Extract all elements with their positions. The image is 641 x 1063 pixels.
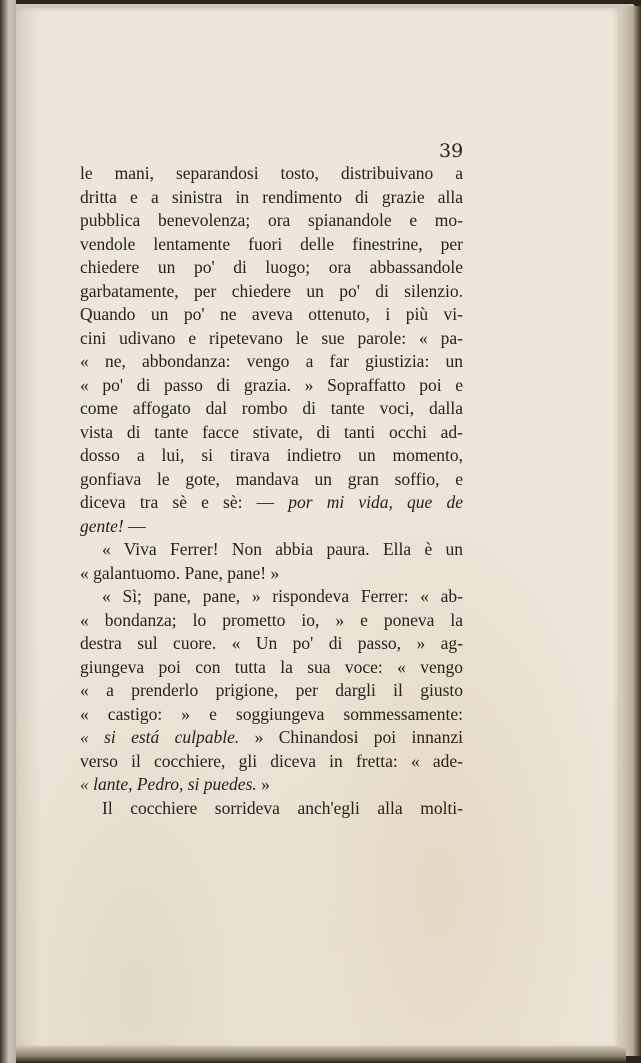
text-line: chiedere un po' di luogo; ora abbassandole (80, 257, 463, 277)
page-number: 39 (439, 140, 464, 162)
text-segment: » Chinandosi poi innanzi (239, 727, 463, 747)
text-line: « castigo: » e soggiungeva sommessamente: (80, 703, 463, 724)
text-segment: diceva tra sè e sè: — (80, 492, 289, 512)
text-line (80, 773, 463, 797)
text-line: dosso a lui, si tirava indietro un momento, (80, 445, 463, 465)
text-line: « po' di passo di grazia. » Sopraffatto poi e (80, 374, 463, 395)
body-text (80, 162, 463, 820)
text-line (80, 726, 463, 750)
text-line: pubblica benevolenza; ora spianandole e mo- (80, 210, 463, 230)
text-line (80, 491, 463, 515)
text-segment: — (123, 515, 146, 536)
text-segment: » (256, 774, 270, 794)
text-line: come affogato dal rombo di tante voci, dalla (80, 398, 463, 418)
italic-segment: « si está culpable. (80, 727, 240, 747)
text-line: vendole lentamente fuori delle finestrine, per (80, 233, 463, 254)
italic-segment: « lante, Pedro, si puedes. (80, 774, 257, 794)
text-line: « a prenderlo prigione, per dargli il giusto (80, 680, 463, 700)
text-line: destra sul cuore. « Un po' di passo, » ag- (80, 633, 463, 653)
text-line: cini udivano e ripetevano le sue parole: « pa- (80, 327, 463, 348)
page-bottom-edge (16, 1046, 626, 1063)
text-line: dritta e a sinistra in rendimento di grazie alla (80, 186, 463, 207)
text-line: vista di tante facce stivate, di tanti occhi ad- (80, 421, 463, 442)
text-line: Il cocchiere sorrideva anch'egli alla molti- (102, 797, 463, 818)
book-spine-edge (0, 0, 16, 1063)
text-line: gonfiava le gote, mandava un gran soffio, e (80, 468, 463, 489)
text-line: giungeva poi con tutta la sua voce: « vengo (80, 656, 463, 677)
page-right-edge (620, 6, 641, 1056)
text-line: garbatamente, per chiedere un po' di silenzio. (80, 280, 463, 301)
text-line: « ne, abbondanza: vengo a far giustizia: un (80, 351, 463, 371)
text-line: Quando un po' ne aveva ottenuto, i più vi- (80, 304, 463, 324)
text-line: « Sì; pane, pane, » rispondeva Ferrer: « ab- (102, 586, 463, 606)
text-line (80, 515, 463, 539)
text-line: le mani, separandosi tosto, distribuivano a (80, 163, 463, 183)
text-line: « bondanza; lo prometto io, » e poneva la (80, 609, 463, 630)
text-line: verso il cocchiere, gli diceva in fretta: « ade- (80, 750, 463, 771)
text-line: « Viva Ferrer! Non abbia paura. Ella è un (102, 539, 463, 559)
italic-segment: gente! (80, 515, 124, 536)
text-line: « galantuomo. Pane, pane! » (80, 562, 280, 583)
italic-segment: por mi vida, que de (288, 492, 463, 512)
